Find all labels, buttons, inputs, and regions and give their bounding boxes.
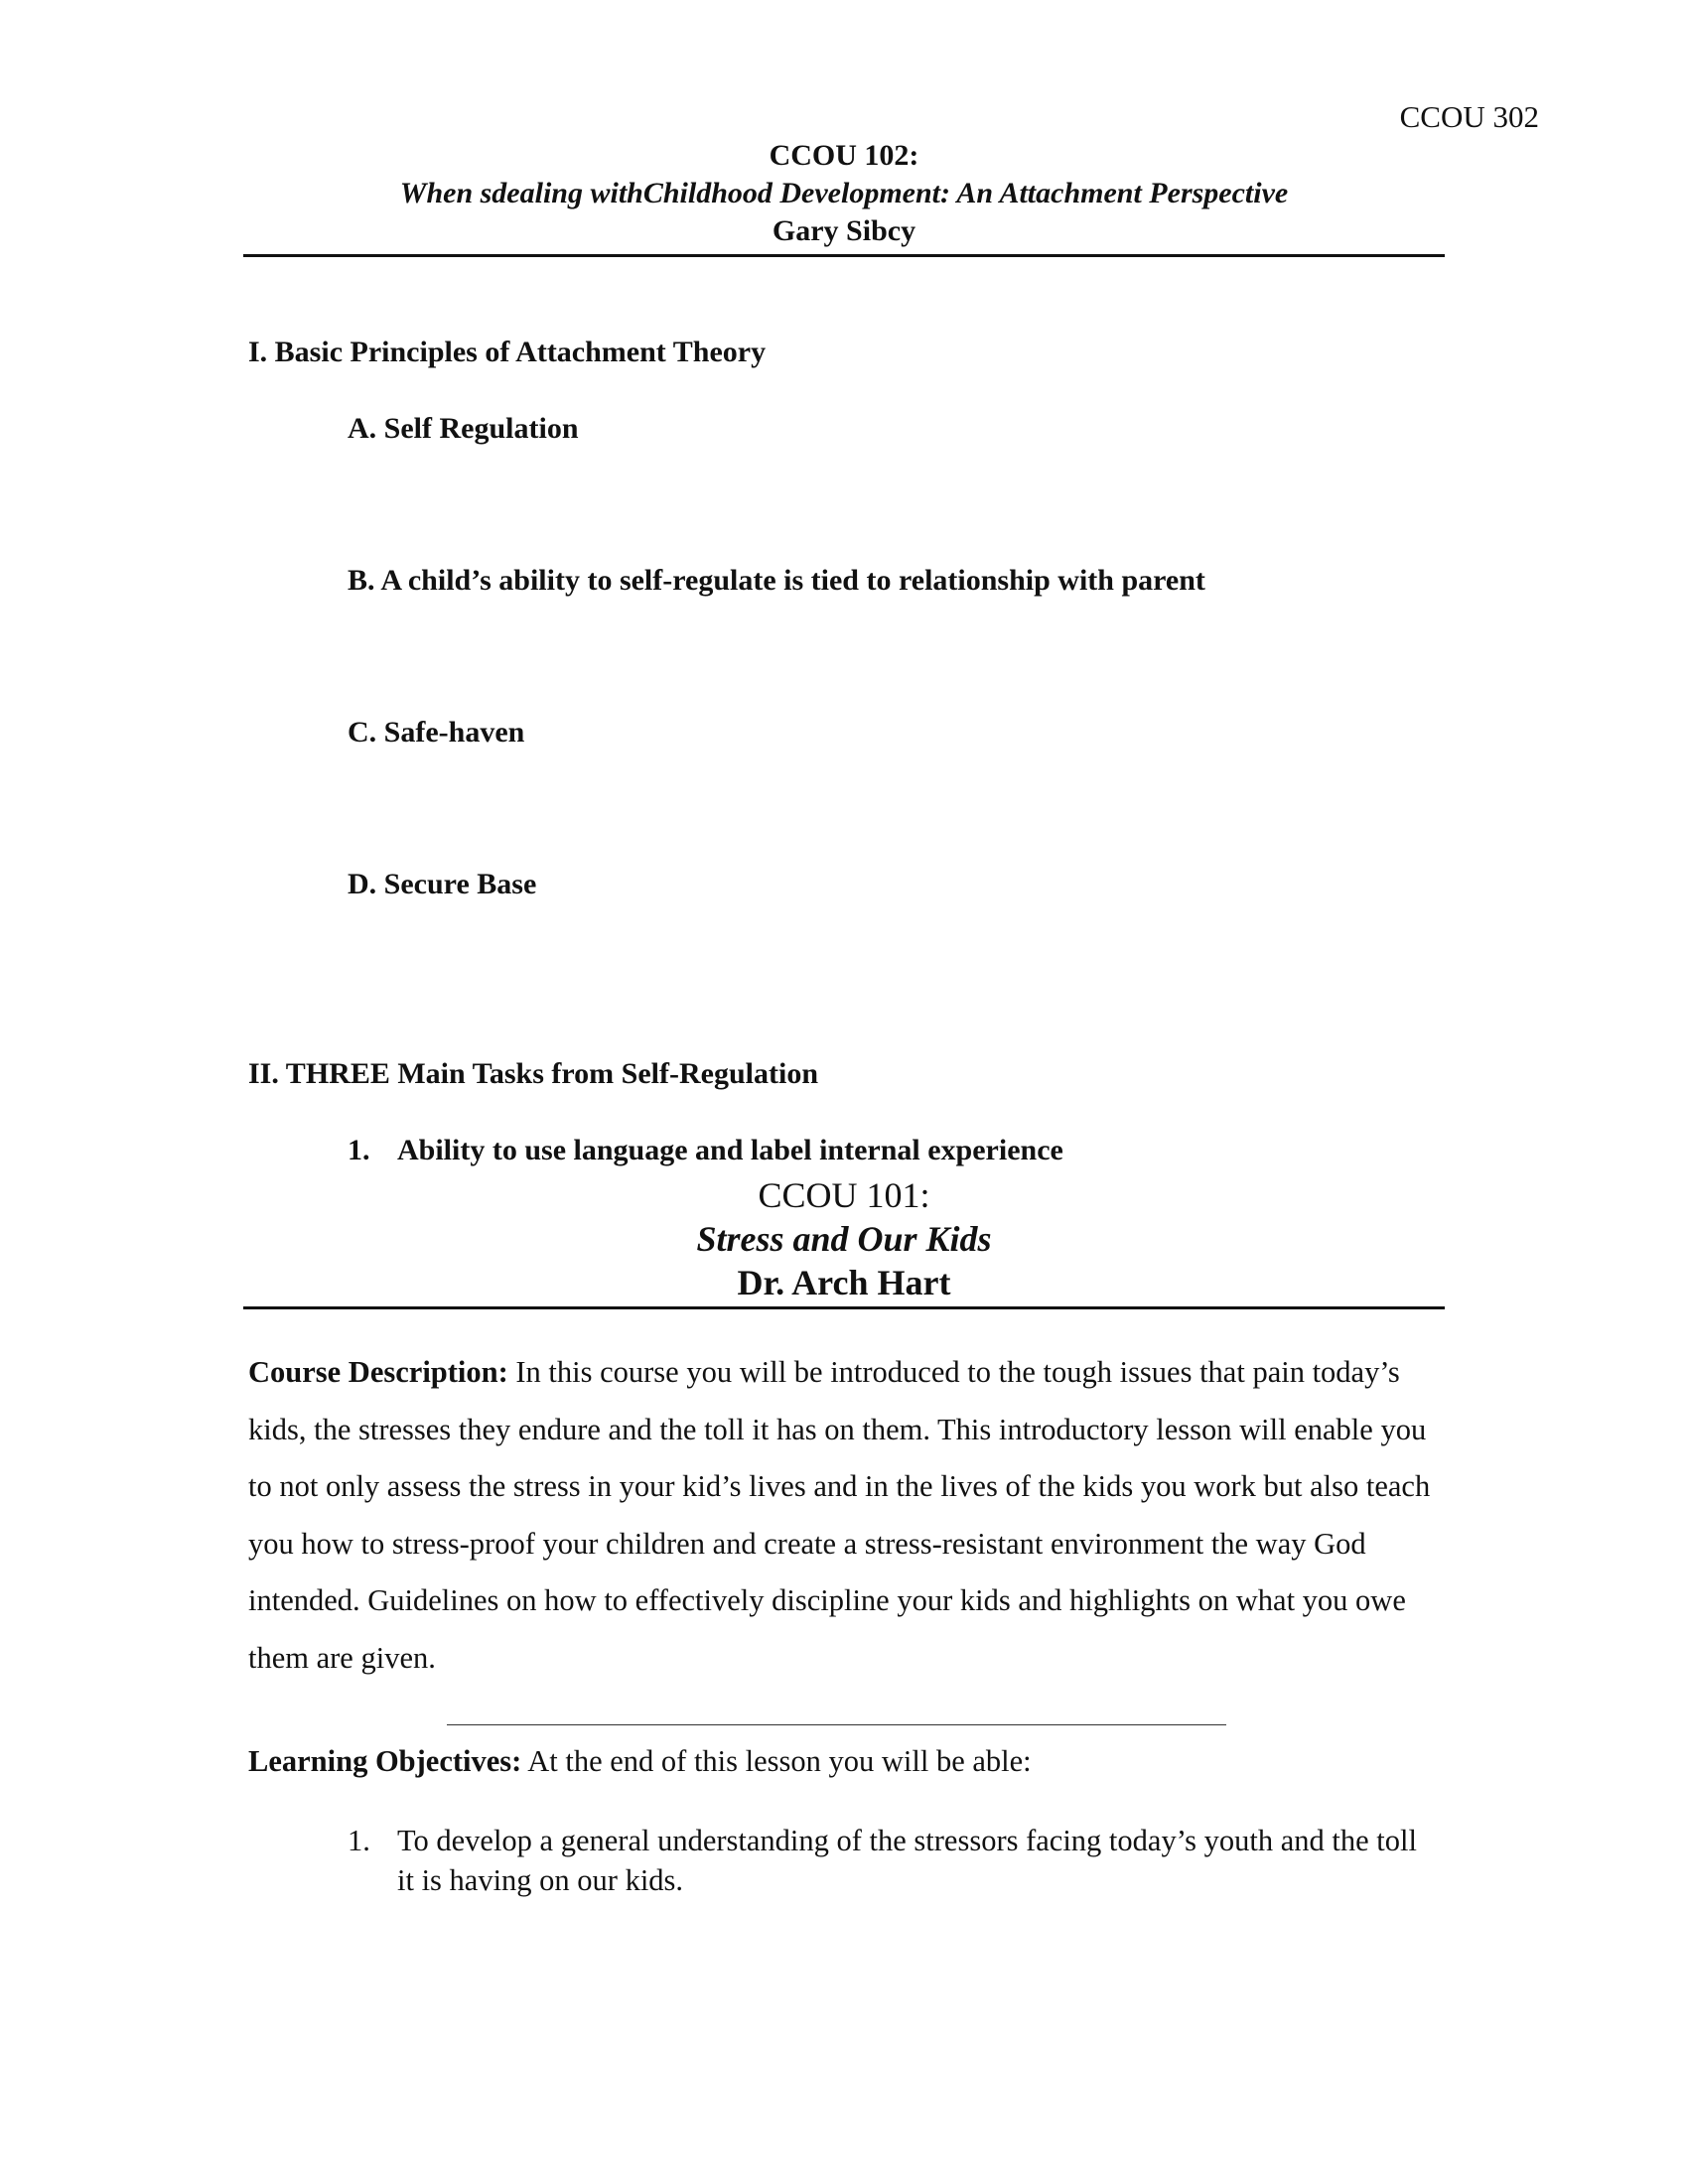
learning-objectives-intro: At the end of this lesson you will be able: — [521, 1744, 1032, 1778]
course-code-heading-2: CCOU 101: — [758, 1175, 930, 1215]
course-subtitle: When sdealing withChildhood Development: An Attachment Perspective — [399, 177, 1289, 209]
page-code: CCOU 302 — [1399, 99, 1539, 134]
course-code-heading: CCOU 102: — [769, 139, 919, 172]
learning-objectives-label: Learning Objectives: — [248, 1744, 522, 1778]
course-author: Gary Sibcy — [772, 214, 916, 247]
header-rule-2 — [243, 1306, 1445, 1309]
course-subtitle-2: Stress and Our Kids — [696, 1219, 992, 1259]
course-author-2: Dr. Arch Hart — [737, 1263, 951, 1302]
outline-item-b: B. A child’s ability to self-regulate is tied to relationship with parent — [348, 564, 1205, 597]
objective-item-number: 1. — [348, 1824, 370, 1857]
task-item-number: 1. — [348, 1134, 370, 1166]
objective-item-text: To develop a general understanding of the stressors facing today’s youth and the toll it is having on our kids. — [397, 1824, 1417, 1897]
course-description-text: In this course you will be introduced to the tough issues that pain today’s kids, the stresses they endure and the toll it has on them. This introductory lesson will enable you to not only assess the stress in your kid’s lives and in the lives of the kids you work but also teach you how to stress-proof your children and create a stress-resistant environment the way God intended. Guidelines on how to effectively discipline your kids and highlights on what you owe them are given. — [248, 1355, 1431, 1675]
task-item-1 — [348, 1134, 1241, 1167]
course-description-label: Course Description: — [248, 1355, 508, 1389]
outline-item-c: C. Safe-haven — [348, 716, 525, 749]
task-item-text: Ability to use language and label internal experience — [397, 1134, 1063, 1166]
section-heading-2: II. THREE Main Tasks from Self-Regulation — [248, 1057, 818, 1090]
learning-objectives — [248, 1744, 1032, 1779]
outline-item-a: A. Self Regulation — [348, 412, 579, 445]
section-heading-1: I. Basic Principles of Attachment Theory — [248, 336, 767, 368]
header-rule — [243, 254, 1445, 257]
objective-item-1 — [348, 1821, 1440, 1900]
outline-item-d: D. Secure Base — [348, 868, 537, 900]
divider — [447, 1724, 1226, 1725]
course-description — [248, 1344, 1455, 1687]
